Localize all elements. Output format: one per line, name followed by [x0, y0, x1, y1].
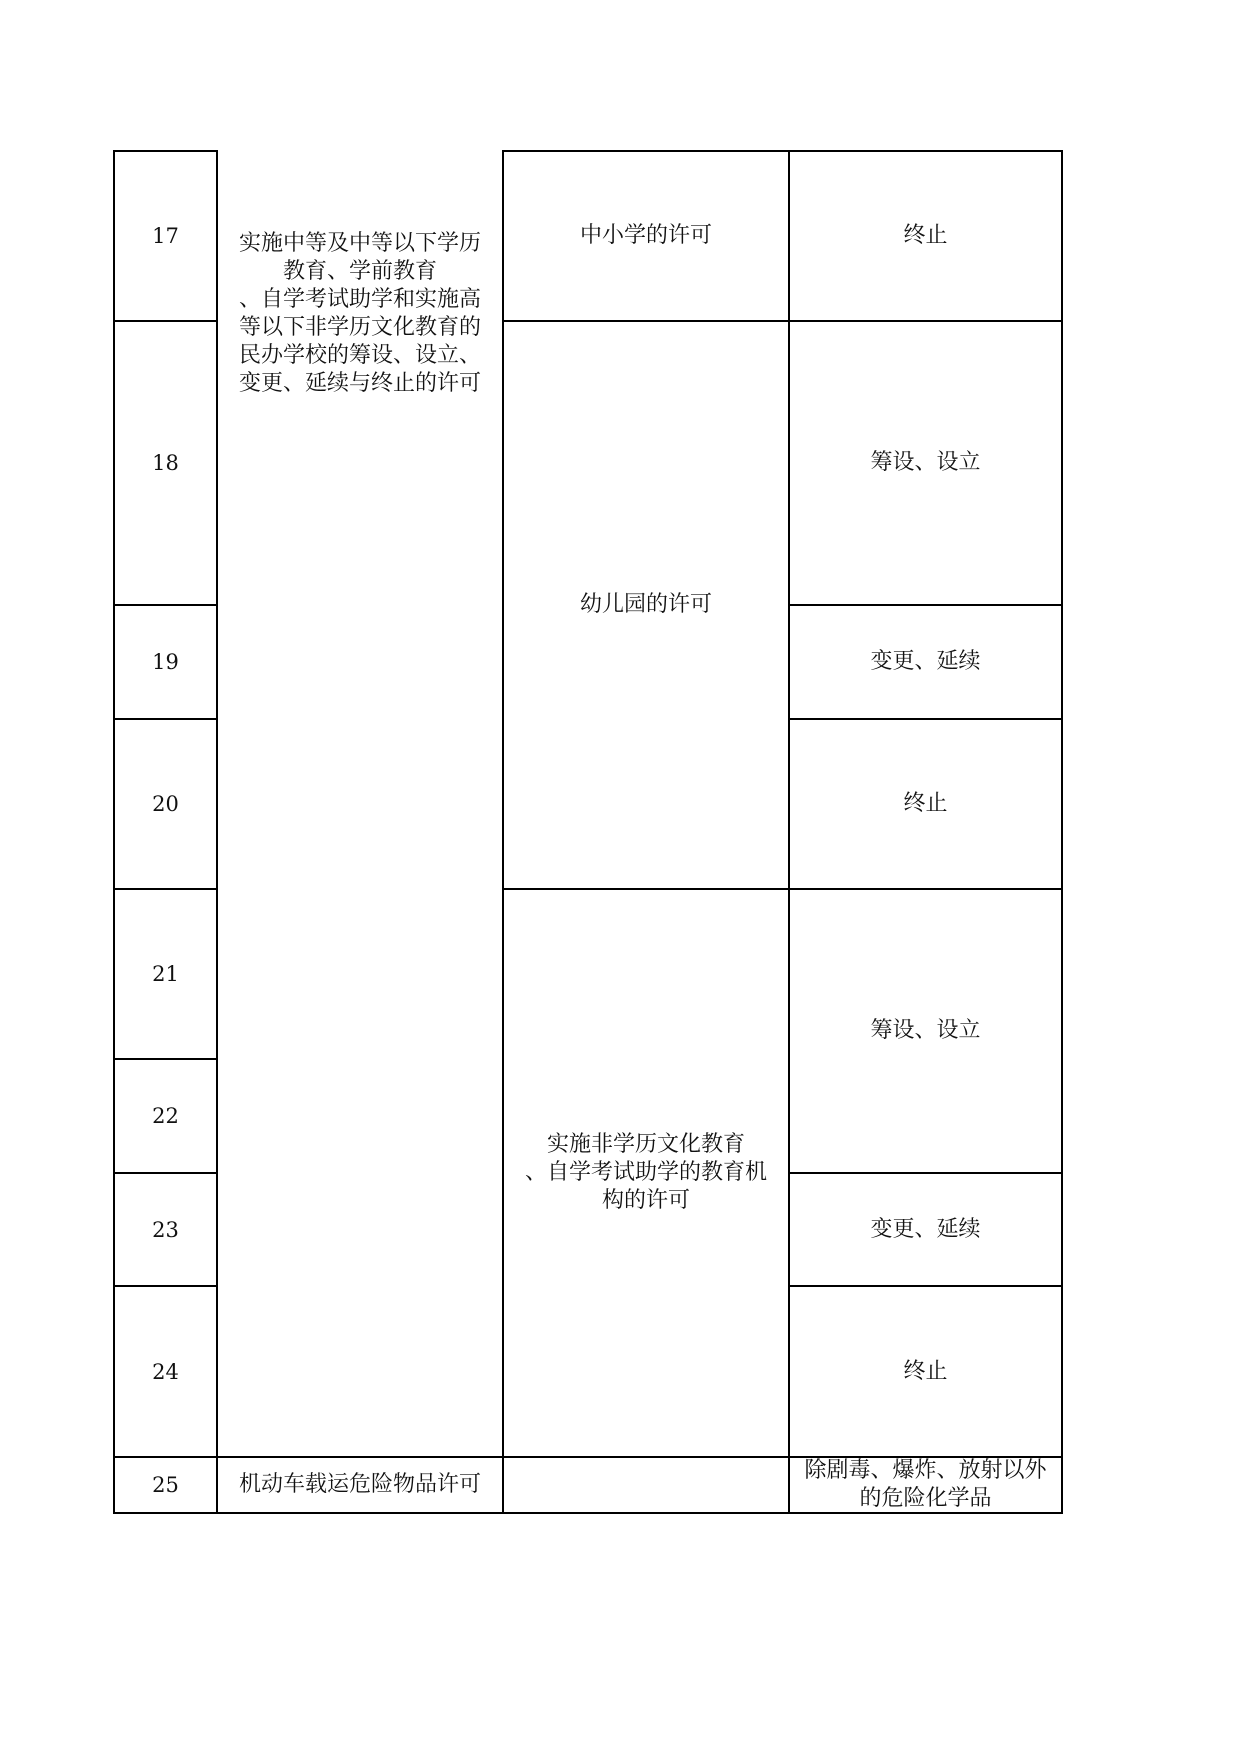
action-terminate: 终止 — [903, 791, 948, 816]
subitem-nonacademic: 实施非学历文化教育 、自学考试助学的教育机 构的许可 — [524, 1132, 767, 1213]
row-number: 22 — [152, 1104, 179, 1128]
row-number: 19 — [152, 650, 179, 674]
row-number: 21 — [152, 962, 179, 986]
action-hazardous-chemicals: 除剧毒、爆炸、放射以外 的危险化学品 — [804, 1458, 1047, 1511]
row-number: 24 — [152, 1359, 179, 1384]
action-change-extend: 变更、延续 — [870, 649, 981, 674]
row-number: 20 — [152, 792, 179, 816]
grid-line — [1061, 150, 1063, 1514]
action-change-extend: 变更、延续 — [870, 1216, 981, 1242]
action-terminate: 终止 — [903, 223, 948, 248]
row-number: 23 — [152, 1217, 179, 1242]
action-establish: 筹设、设立 — [870, 1018, 981, 1043]
action-establish: 筹设、设立 — [870, 450, 981, 475]
subitem-kindergarten: 幼儿园的许可 — [579, 592, 712, 617]
category-vehicle: 机动车载运危险物品许可 — [238, 1472, 481, 1497]
row-number: 17 — [152, 224, 179, 248]
permit-table — [113, 150, 1063, 1514]
subitem-primary: 中小学的许可 — [579, 223, 712, 248]
action-terminate: 终止 — [903, 1358, 948, 1384]
row-number: 25 — [152, 1473, 179, 1497]
subitem-vehicle — [504, 1458, 788, 1512]
category-main: 实施中等及中等以下学历 教育、学前教育 、自学考试助学和实施高 等以下非学历文化教育的 民办学校的筹设、设立、 变更、延续与终止的许可 — [238, 231, 481, 396]
row-number: 18 — [152, 451, 179, 475]
